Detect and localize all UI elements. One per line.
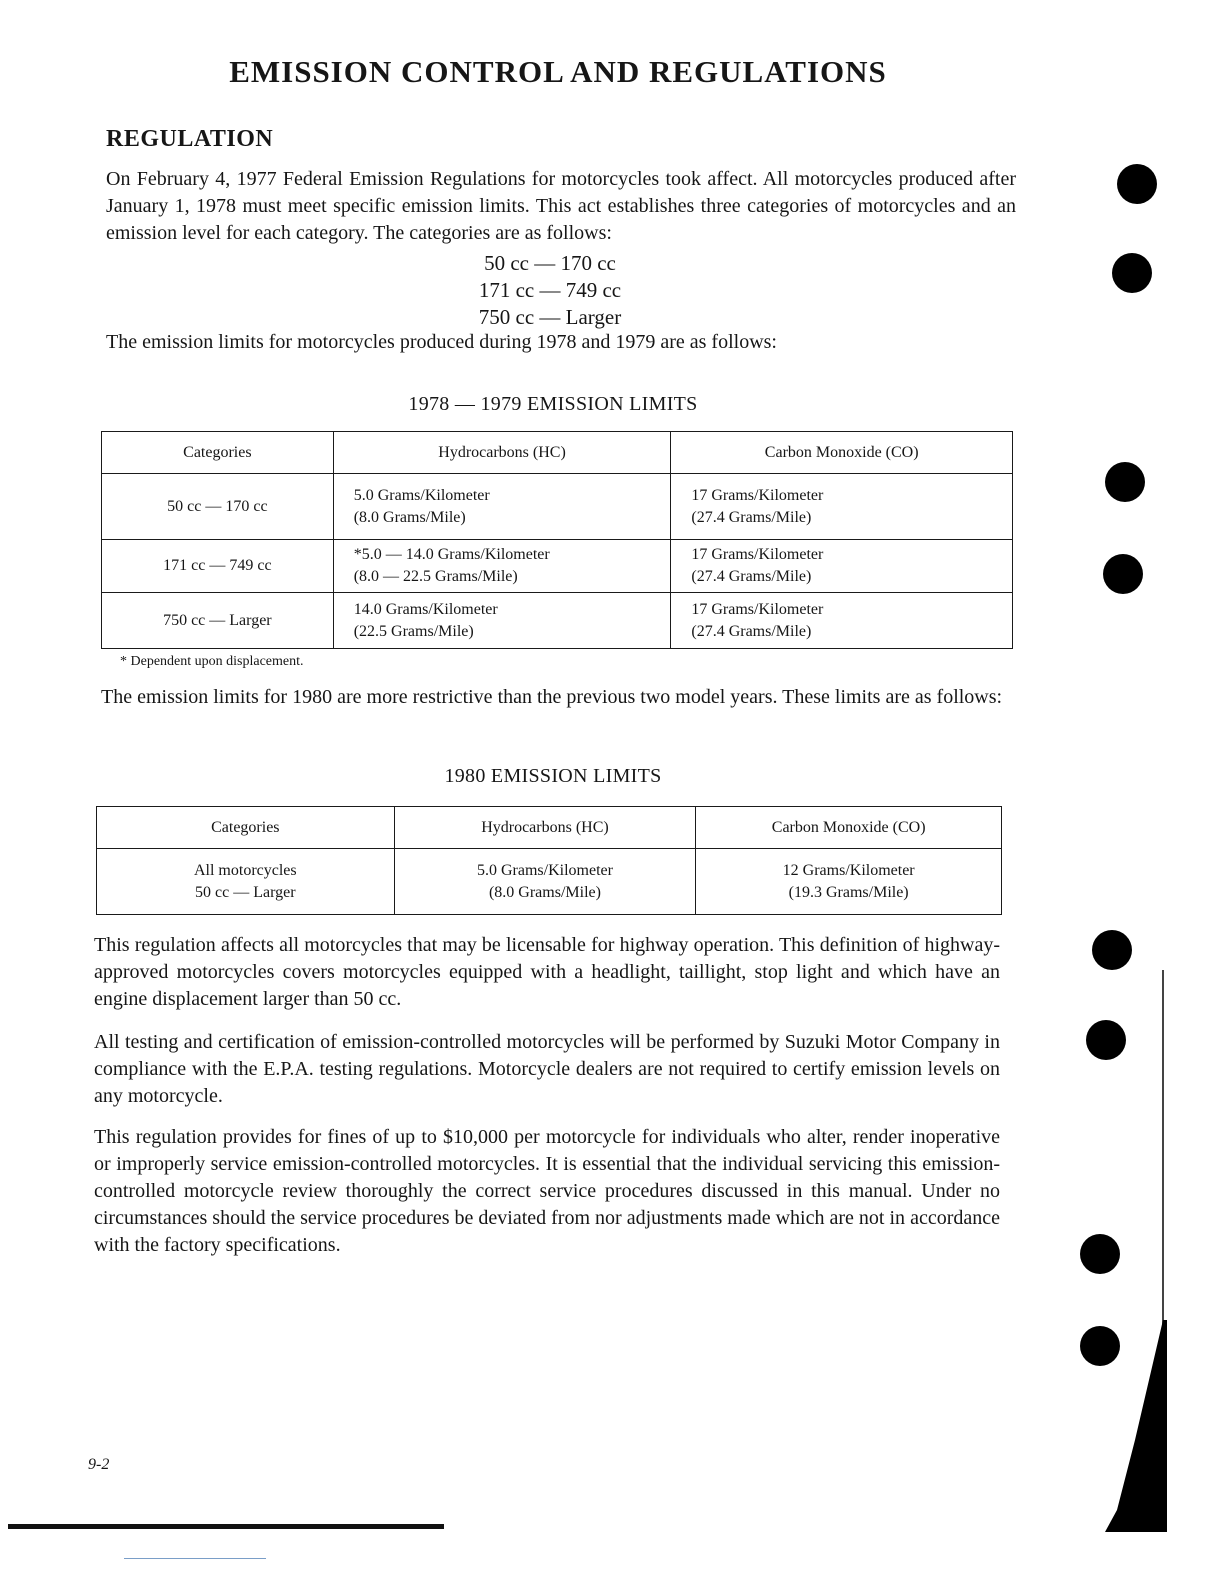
co-km: 17 Grams/Kilometer bbox=[691, 486, 824, 504]
punch-hole bbox=[1080, 1234, 1120, 1274]
table-1980 bbox=[96, 806, 1002, 915]
category-cell: 750 cc — Larger bbox=[102, 593, 334, 649]
punch-hole bbox=[1105, 462, 1145, 502]
co-cell bbox=[696, 849, 1002, 915]
hc-km: 14.0 Grams/Kilometer bbox=[353, 600, 498, 618]
co-km: 17 Grams/Kilometer bbox=[691, 600, 824, 618]
footnote: * Dependent upon displacement. bbox=[120, 654, 304, 669]
section-heading: REGULATION bbox=[106, 126, 274, 152]
table-row bbox=[97, 849, 1002, 915]
category-cell: 50 cc — 170 cc bbox=[102, 474, 334, 540]
category-line: 50 cc — Larger bbox=[195, 883, 296, 901]
category-item: 750 cc — Larger bbox=[478, 305, 622, 329]
table-1978-title: 1978 — 1979 EMISSION LIMITS bbox=[408, 393, 698, 415]
co-mile: (19.3 Grams/Mile) bbox=[788, 883, 909, 901]
co-cell bbox=[671, 540, 1013, 593]
hc-cell bbox=[394, 849, 696, 915]
page-edge-shadow bbox=[1105, 1320, 1167, 1532]
table-row bbox=[102, 474, 1013, 540]
bottom-rule bbox=[8, 1524, 444, 1529]
co-mile: (27.4 Grams/Mile) bbox=[691, 508, 812, 526]
co-cell bbox=[671, 593, 1013, 649]
category-item: 50 cc — 170 cc bbox=[484, 251, 616, 275]
intro-paragraph: On February 4, 1977 Federal Emission Regulations for motorcycles took affect. All motorcycles produced after January 1, 1978 must meet specific emission limits. This act establishes three categories of motorcycles and an emission level for each category. The categories are as follows: bbox=[106, 168, 1016, 244]
punch-hole bbox=[1103, 554, 1143, 594]
header-categories: Categories bbox=[102, 432, 334, 474]
hc-cell bbox=[333, 474, 671, 540]
category-list bbox=[430, 250, 670, 331]
paragraph-scope: This regulation affects all motorcycles that may be licensable for highway operation. This definition of highway-approved motorcycles covers motorcycles equipped with a headlight, taillight, stop light and which have an engine displacement larger than 50 cc. bbox=[94, 934, 1000, 1010]
category-cell: 171 cc — 749 cc bbox=[102, 540, 334, 593]
table-row bbox=[102, 593, 1013, 649]
table-header-row bbox=[97, 807, 1002, 849]
paragraph-fines: This regulation provides for fines of up to $10,000 per motorcycle for individuals who alter, render inoperative or improperly service emission-controlled motorcycles. It is essential that the individual servicing this emission-controlled motorcycle review thoroughly the correct service procedures discussed in this manual. Under no circumstances should the service procedures be deviated from nor adjustments made which are not in accordance with the factory specifications. bbox=[94, 1126, 1000, 1256]
table-1978 bbox=[101, 431, 1013, 649]
limits-intro: The emission limits for motorcycles produced during 1978 and 1979 are as follows: bbox=[106, 331, 777, 353]
category-cell bbox=[97, 849, 395, 915]
hc-mile: (22.5 Grams/Mile) bbox=[353, 622, 474, 640]
header-carbon-monoxide: Carbon Monoxide (CO) bbox=[696, 807, 1002, 849]
hc-km: 5.0 Grams/Kilometer bbox=[353, 486, 490, 504]
punch-hole bbox=[1092, 930, 1132, 970]
header-hydrocarbons: Hydrocarbons (HC) bbox=[394, 807, 696, 849]
co-mile: (27.4 Grams/Mile) bbox=[691, 622, 812, 640]
co-km: 12 Grams/Kilometer bbox=[782, 861, 915, 879]
page-title: EMISSION CONTROL AND REGULATIONS bbox=[229, 54, 887, 89]
punch-hole bbox=[1117, 164, 1157, 204]
header-carbon-monoxide: Carbon Monoxide (CO) bbox=[671, 432, 1013, 474]
faint-rule bbox=[124, 1558, 266, 1559]
hc-km: *5.0 — 14.0 Grams/Kilometer bbox=[353, 546, 550, 563]
co-mile: (27.4 Grams/Mile) bbox=[691, 568, 812, 585]
table-header-row bbox=[102, 432, 1013, 474]
hc-km: 5.0 Grams/Kilometer bbox=[476, 861, 613, 879]
paragraph-testing: All testing and certification of emission-controlled motorcycles will be performed by Suzuki Motor Company in compliance with the E.P.A. testing regulations. Motorcycle dealers are not required to certify emission levels on any motorcycle. bbox=[94, 1031, 1000, 1107]
hc-mile: (8.0 Grams/Mile) bbox=[353, 508, 466, 526]
co-cell bbox=[671, 474, 1013, 540]
table-row bbox=[102, 540, 1013, 593]
header-categories: Categories bbox=[97, 807, 395, 849]
punch-hole bbox=[1086, 1020, 1126, 1060]
hc-cell bbox=[333, 540, 671, 593]
header-hydrocarbons: Hydrocarbons (HC) bbox=[333, 432, 671, 474]
page-number: 9-2 bbox=[88, 1456, 110, 1473]
hc-cell bbox=[333, 593, 671, 649]
co-km: 17 Grams/Kilometer bbox=[691, 546, 824, 563]
category-line: All motorcycles bbox=[193, 861, 297, 879]
punch-hole bbox=[1112, 253, 1152, 293]
hc-mile: (8.0 — 22.5 Grams/Mile) bbox=[353, 568, 518, 585]
mid-paragraph: The emission limits for 1980 are more restrictive than the previous two model years. These limits are as follows: bbox=[101, 686, 1003, 708]
hc-mile: (8.0 Grams/Mile) bbox=[488, 883, 601, 901]
table-1980-title: 1980 EMISSION LIMITS bbox=[444, 765, 662, 787]
category-item: 171 cc — 749 cc bbox=[478, 278, 622, 302]
